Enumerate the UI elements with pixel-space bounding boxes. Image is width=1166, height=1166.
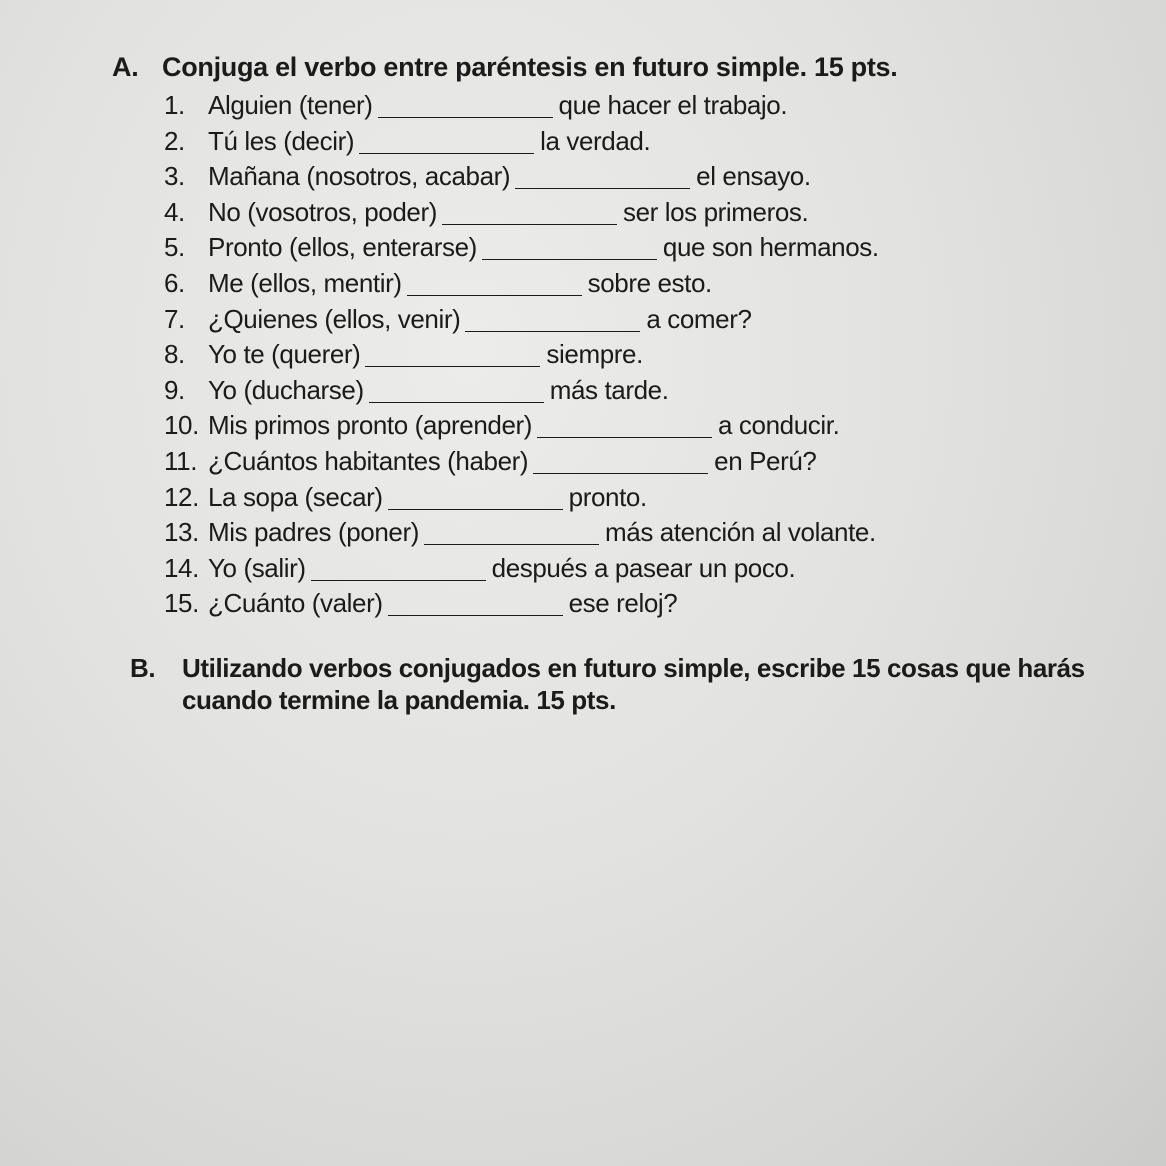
exercise-item [164,515,1144,551]
item-ending: ser los primeros. [622,196,809,227]
exercise-item [164,302,1144,338]
item-ending: la verdad. [540,125,651,156]
answer-blank[interactable] [369,376,544,403]
item-ending: más tarde. [549,374,669,405]
answer-blank[interactable] [442,198,617,225]
section-b-heading [130,652,1140,716]
exercise-item [164,551,1144,587]
section-b-instruction: Utilizando verbos conjugados en futuro simple, escribe 15 cosas que harás cuando termine la pandemia. 15 pts. [182,653,1085,715]
exercise-item [164,230,1144,266]
exercise-item [164,444,1144,480]
answer-blank[interactable] [537,411,712,438]
item-number: 7. [164,303,185,334]
item-number: 15. [164,588,199,619]
item-prompt: La sopa (secar) [208,481,383,512]
section-a-instruction: Conjuga el verbo entre paréntesis en futuro simple. 15 pts. [162,52,898,82]
item-number: 4. [164,196,185,227]
answer-blank[interactable] [388,483,563,510]
item-number: 13. [164,517,199,548]
exercise-item [164,480,1144,516]
answer-blank[interactable] [365,340,540,367]
exercise-item [164,195,1144,231]
item-number: 1. [164,90,185,120]
answer-blank[interactable] [388,589,563,616]
item-prompt: No (vosotros, poder) [208,196,437,227]
item-prompt: Yo (salir) [208,552,306,583]
exercise-item [164,586,1144,622]
exercise-item [164,373,1144,409]
answer-blank[interactable] [482,233,657,260]
item-prompt: Mis primos pronto (aprender) [208,410,533,441]
answer-blank[interactable] [311,554,486,581]
answer-blank[interactable] [533,447,708,474]
item-ending: después a pasear un poco. [491,552,796,583]
exercise-list [164,88,1144,622]
section-b-letter: B. [130,653,156,683]
item-ending: siempre. [546,339,643,370]
item-ending: en Perú? [714,445,817,476]
item-prompt: Pronto (ellos, enterarse) [208,232,477,263]
item-ending: que son hermanos. [662,232,879,263]
item-prompt: Alguien (tener) [208,90,373,120]
exercise-item [164,124,1144,160]
item-ending: a conducir. [718,410,840,441]
answer-blank[interactable] [515,162,690,189]
answer-blank[interactable] [378,91,553,118]
item-number: 9. [164,374,185,405]
answer-blank[interactable] [465,305,640,332]
exercise-item [164,337,1144,373]
answer-blank[interactable] [359,127,534,154]
item-number: 5. [164,232,185,263]
item-number: 2. [164,125,185,156]
item-number: 12. [164,481,199,512]
item-number: 8. [164,339,185,370]
item-ending: a comer? [646,303,752,334]
item-ending: ese reloj? [568,588,678,619]
item-ending: pronto. [568,481,647,512]
item-prompt: Mañana (nosotros, acabar) [208,161,511,192]
item-number: 3. [164,161,185,192]
answer-blank[interactable] [424,518,599,545]
item-ending: sobre esto. [587,267,712,298]
item-number: 6. [164,267,185,298]
exercise-item [164,266,1144,302]
item-prompt: Me (ellos, mentir) [208,267,402,298]
item-number: 11. [164,445,198,476]
item-prompt: Tú les (decir) [208,125,355,156]
item-number: 14. [164,552,199,583]
exercise-item [164,408,1144,444]
section-a-heading [112,52,897,83]
item-prompt: ¿Cuánto (valer) [208,588,383,619]
item-ending: el ensayo. [696,161,811,192]
answer-blank[interactable] [407,269,582,296]
item-ending: más atención al volante. [605,517,876,548]
section-a-letter: A. [112,52,139,82]
exercise-item [164,159,1144,195]
item-prompt: ¿Cuántos habitantes (haber) [208,445,529,476]
item-prompt: Mis padres (poner) [208,517,419,548]
item-prompt: Yo (ducharse) [208,374,364,405]
item-prompt: ¿Quienes (ellos, venir) [208,303,461,334]
item-number: 10. [164,410,199,441]
exercise-item [164,88,1144,124]
item-prompt: Yo te (querer) [208,339,361,370]
item-ending: que hacer el trabajo. [558,90,788,120]
